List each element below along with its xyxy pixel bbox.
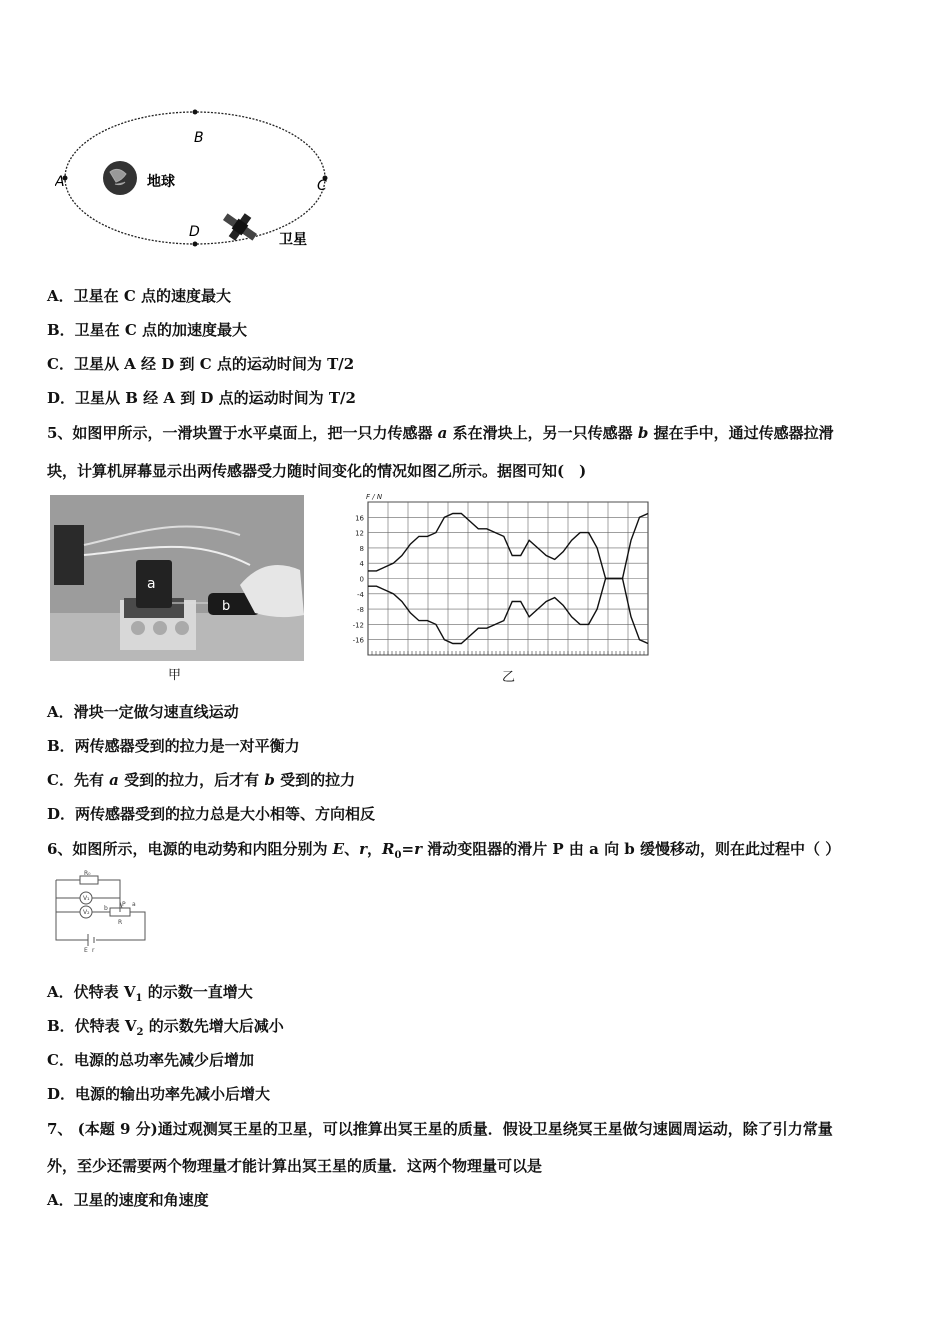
circuit-label-p: P: [122, 901, 126, 908]
label-satellite: 卫星: [279, 232, 307, 248]
q7-stem-line1: 7、 (本题 9 分)通过观测冥王星的卫星，可以推算出冥王星的质量．假设卫星绕冥王星做匀速圆周运动，除了引力常量: [47, 1120, 833, 1138]
q4-option-c: C．卫星从 A 经 D 到 C 点的运动时间为 T/2: [47, 355, 355, 373]
point-b-dot: [193, 110, 198, 115]
chart-ytick-label: -8: [357, 606, 364, 615]
label-a: A: [55, 174, 65, 190]
q5-stem-line1: 5、如图甲所示，一滑块置于水平桌面上，把一只力传感器 a 系在滑块上，另一只传感器 b 握在手中，通过传感器拉滑: [47, 424, 834, 442]
q6-option-c: C．电源的总功率先减少后增加: [47, 1051, 254, 1069]
circuit-label-r0: R₀: [84, 870, 91, 877]
circuit-label-r-internal: r: [92, 947, 95, 954]
chart-ytick-label: -16: [352, 636, 364, 645]
q4-option-d: D．卫星从 B 经 A 到 D 点的运动时间为 T/2: [47, 389, 356, 407]
q6-option-d: D．电源的输出功率先减小后增大: [47, 1085, 271, 1103]
circuit-label-b: b: [104, 905, 108, 912]
circuit-label-a: a: [132, 901, 136, 908]
circuit-label-v2: V₂: [83, 909, 90, 916]
q7-option-a: A．卫星的速度和角速度: [47, 1191, 209, 1209]
chart-ytick-label: -12: [352, 621, 364, 630]
point-d-dot: [193, 242, 198, 247]
q6-option-a: A．伏特表 $V_1$ 的示数一直增大: [47, 983, 253, 1004]
circuit-label-v1: V₁: [83, 895, 90, 902]
label-c: C: [317, 178, 327, 194]
chart-ytick-label: -4: [357, 590, 364, 599]
q6-stem: 6、如图所示，电源的电动势和内阻分别为 E、r，$R_0=r$ 滑动变阻器的滑片 P 由 a 向 b 缓慢移动，则在此过程中（ ）: [47, 840, 841, 861]
circuit-diagram: [50, 870, 150, 956]
label-earth: 地球: [147, 174, 175, 190]
circuit-label-r: R: [118, 919, 123, 926]
q5-stem-line2: 块，计算机屏幕显示出两传感器受力随时间变化的情况如图乙所示。据图可知( ): [47, 462, 587, 480]
label-d: D: [189, 224, 200, 240]
caption-yi: 乙: [502, 670, 516, 685]
photo-label-a: a: [147, 576, 156, 592]
caption-jia: 甲: [168, 668, 182, 683]
label-b: B: [194, 130, 204, 146]
q5-option-b: B．两传感器受到的拉力是一对平衡力: [47, 737, 300, 755]
chart-ytick-label: 0: [359, 575, 364, 584]
chart-ytick-label: 12: [355, 529, 364, 538]
satellite-icon: [217, 205, 263, 249]
chart-ytick-label: 16: [355, 514, 364, 523]
photo-jia: [50, 495, 304, 661]
q6-option-b: B．伏特表 $V_2$ 的示数先增大后减小: [47, 1017, 284, 1038]
photo-label-b: b: [222, 599, 231, 614]
q5-option-d: D．两传感器受到的拉力总是大小相等、方向相反: [47, 805, 376, 823]
force-time-chart: [340, 490, 650, 660]
q4-option-b: B．卫星在 C 点的加速度最大: [47, 321, 248, 339]
chart-ytick-label: 8: [359, 544, 364, 553]
orbit-figure: [55, 100, 355, 260]
circuit-label-e: E: [84, 947, 88, 954]
q7-stem-line2: 外，至少还需要两个物理量才能计算出冥王星的质量．这两个物理量可以是: [47, 1157, 543, 1175]
q5-option-a: A．滑块一定做匀速直线运动: [47, 703, 239, 721]
chart-ytick-label: 4: [359, 560, 364, 569]
chart-ylabel: F / N: [366, 493, 383, 501]
q5-option-c: C．先有 a 受到的拉力，后才有 b 受到的拉力: [47, 771, 356, 789]
q4-option-a: A．卫星在 C 点的速度最大: [47, 287, 232, 305]
